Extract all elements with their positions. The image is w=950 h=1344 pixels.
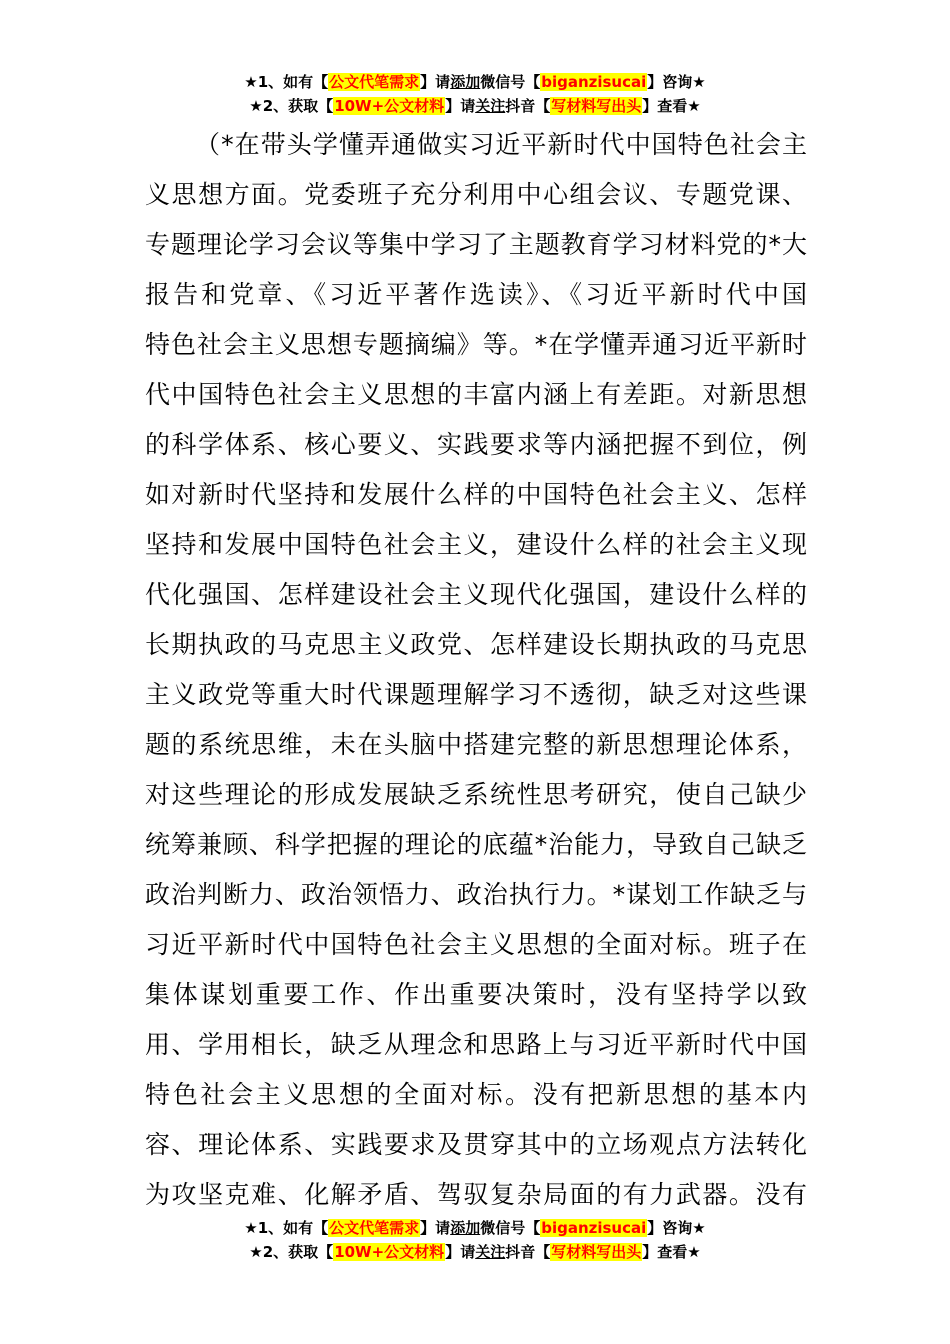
paragraph-line: 如对新时代坚持和发展什么样的中国特色社会主义、怎样 [145,480,807,509]
ad-text: 】查看★ [642,1243,701,1261]
paragraph-line: 政治判断力、政治领悟力、政治执行力。*谋划工作缺乏与 [145,880,807,909]
ad-line-2 [0,94,950,118]
ad-text: 】咨询★ [647,1219,706,1237]
paragraph-line: 统筹兼顾、科学把握的理论的底蕴*治能力，导致自己缺乏 [145,830,807,859]
ad-text: 】咨询★ [647,73,706,91]
ad-text: 2、获取【 [262,97,334,115]
paragraph-line: 集体谋划重要工作、作出重要决策时，没有坚持学以致 [145,980,807,1009]
paragraph-line: 为攻坚克难、化解矛盾、驾驭复杂局面的有力武器。没有 [145,1180,807,1209]
ad-text: 】查看★ [642,97,701,115]
ad-wechat-id: biganzisucai [541,73,647,91]
bottom-ad-banner [0,1216,950,1264]
star-icon: ★ [249,97,263,115]
ad-highlight: 10W+公文材料 [334,1243,445,1261]
paragraph-line: 用、学用相长，缺乏从理念和思路上与习近平新时代中国 [145,1030,807,1059]
paragraph-line: 对这些理论的形成发展缺乏系统性思考研究，使自己缺少 [145,780,807,809]
ad-underlined: 添加 [450,73,481,91]
paragraph-line: 特色社会主义思想专题摘编》等。*在学懂弄通习近平新时 [145,330,807,359]
paragraph-line: 主义政党等重大时代课题理解学习不透彻，缺乏对这些课 [145,680,807,709]
ad-douyin-id: 写材料写出头 [551,1243,642,1261]
ad-text: 】请 [420,1219,451,1237]
ad-text: 微信号【 [480,1219,541,1237]
ad-text: 】请 [445,97,476,115]
paragraph-line: 义思想方面。党委班子充分利用中心组会议、专题党课、 [145,180,807,209]
ad-line-1 [0,70,950,94]
paragraph-line: 长期执政的马克思主义政党、怎样建设长期执政的马克思 [145,630,807,659]
paragraph-line: （*在带头学懂弄通做实习近平新时代中国特色社会主 [195,130,807,159]
ad-text: 抖音【 [505,1243,551,1261]
star-icon: ★ [244,1219,258,1237]
ad-underlined: 关注 [475,97,506,115]
ad-text: 1、如有【 [257,1219,329,1237]
top-ad-banner [0,70,950,118]
ad-underlined: 关注 [475,1243,506,1261]
ad-text: 】请 [445,1243,476,1261]
star-icon: ★ [244,73,258,91]
paragraph-line: 习近平新时代中国特色社会主义思想的全面对标。班子在 [145,930,807,959]
paragraph-line: 特色社会主义思想的全面对标。没有把新思想的基本内 [145,1080,807,1109]
ad-text: 2、获取【 [262,1243,334,1261]
star-icon: ★ [249,1243,263,1261]
ad-douyin-id: 写材料写出头 [551,97,642,115]
ad-highlight: 10W+公文材料 [334,97,445,115]
ad-highlight: 公文代笔需求 [329,1219,420,1237]
paragraph-line: 的科学体系、核心要义、实践要求等内涵把握不到位，例 [145,430,807,459]
ad-text: 抖音【 [505,97,551,115]
ad-text: 微信号【 [480,73,541,91]
ad-line-2 [0,1240,950,1264]
paragraph-line: 报告和党章、《习近平著作选读》、《习近平新时代中国 [145,280,807,309]
paragraph-line: 题的系统思维，未在头脑中搭建完整的新思想理论体系， [145,730,807,759]
paragraph-line: 代化强国、怎样建设社会主义现代化强国，建设什么样的 [145,580,807,609]
paragraph-line: 容、理论体系、实践要求及贯穿其中的立场观点方法转化 [145,1130,807,1159]
ad-underlined: 添加 [450,1219,481,1237]
paragraph-line: 坚持和发展中国特色社会主义，建设什么样的社会主义现 [145,530,807,559]
paragraph-line: 专题理论学习会议等集中学习了主题教育学习材料党的*大 [145,230,807,259]
document-body [145,120,807,1220]
ad-line-1 [0,1216,950,1240]
ad-highlight: 公文代笔需求 [329,73,420,91]
ad-text: 】请 [420,73,451,91]
ad-text: 1、如有【 [257,73,329,91]
paragraph-line: 代中国特色社会主义思想的丰富内涵上有差距。对新思想 [145,380,807,409]
ad-wechat-id: biganzisucai [541,1219,647,1237]
